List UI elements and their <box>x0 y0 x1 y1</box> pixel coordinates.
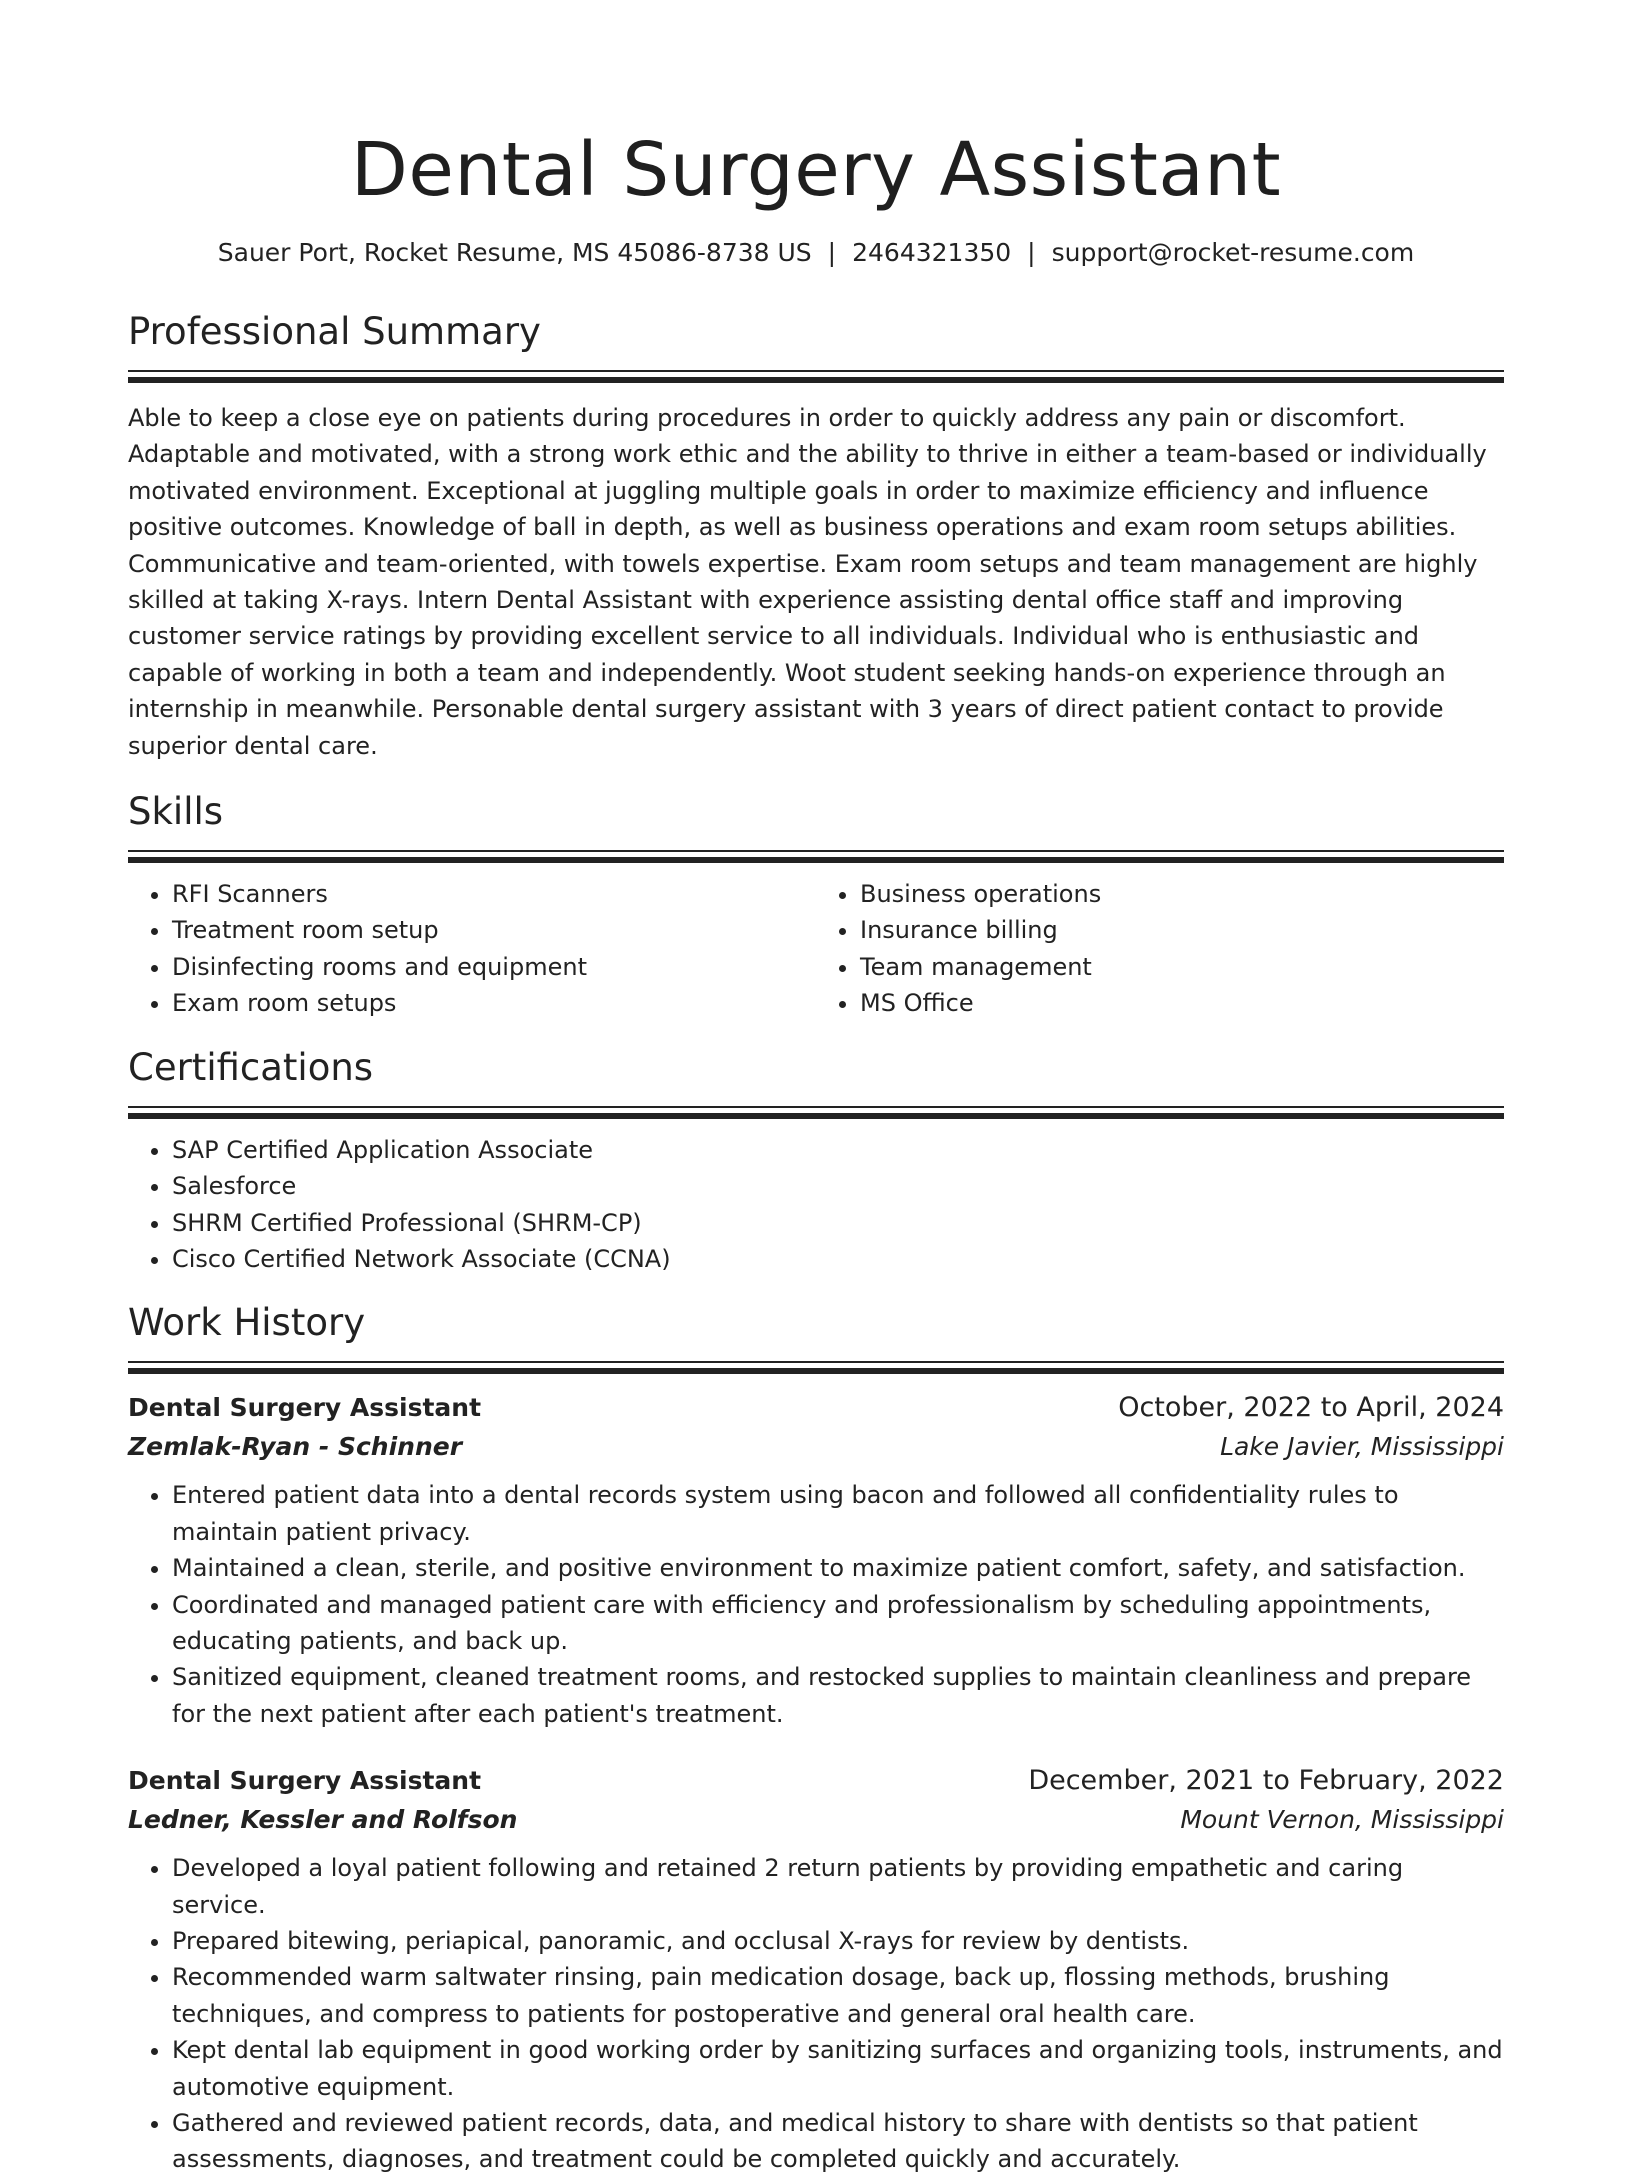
section-divider <box>128 370 1504 384</box>
job-company: Zemlak-Ryan - Schinner <box>128 1432 463 1462</box>
job-subheader <box>128 1800 1504 1840</box>
job-bullet: • Maintained a clean, sterile, and positive environment to maximize patient comfort, safety, and satisfaction. <box>172 1550 1504 1586</box>
job-subheader <box>128 1427 1504 1467</box>
job-title: Dental Surgery Assistant <box>128 1393 482 1423</box>
job-bullets <box>128 1477 1504 1732</box>
certification-item: • SHRM Certified Professional (SHRM-CP) <box>172 1205 1504 1241</box>
certifications-list <box>128 1132 1504 1278</box>
job-title: Dental Surgery Assistant <box>128 1766 482 1796</box>
job-location: Lake Javier, Mississippi <box>1220 1432 1504 1462</box>
summary-section <box>128 308 1504 764</box>
contact-line <box>128 236 1504 270</box>
job-bullets <box>128 1850 1504 2178</box>
job-header <box>128 1762 1504 1800</box>
job-bullet: • Entered patient data into a dental records system using bacon and followed all confidentiality rules to maintain patient privacy. <box>172 1477 1504 1550</box>
job-entry <box>128 1762 1504 2178</box>
summary-text: Able to keep a close eye on patients during procedures in order to quickly address any pain or discomfort. Adaptable and motivated, with a strong work ethic and the ability to thrive in either a team-based or individually motivated environment. Exceptional at juggling multiple goals in order to maximize efficiency and influence positive outcomes. Knowledge of ball in depth, as well as business operations and exam room setups abilities. Communicative and team-oriented, with towels expertise. Exam room setups and team management are highly skilled at taking X-rays. Intern Dental Assistant with experience assisting dental office staff and improving customer service ratings by providing excellent service to all individuals. Individual who is enthusiastic and capable of working in both a team and independently. Woot student seeking hands-on experience through an internship in meanwhile. Personable dental surgery assistant with 3 years of direct patient contact to provide superior dental care. <box>128 404 1487 760</box>
job-entry <box>128 1389 1504 1732</box>
skill-item: • Insurance billing <box>860 912 1504 948</box>
contact-address: Sauer Port, Rocket Resume, MS 45086-8738 US <box>217 238 812 267</box>
skill-item: • Disinfecting rooms and equipment <box>172 949 816 985</box>
skills-list-left <box>128 876 816 1022</box>
job-dates: December, 2021 to February, 2022 <box>1028 1765 1504 1797</box>
skill-item: • MS Office <box>860 985 1504 1021</box>
resume-name: Dental Surgery Assistant <box>350 127 1282 213</box>
section-title-work-history: Work History <box>128 1301 366 1345</box>
skill-item: • Treatment room setup <box>172 912 816 948</box>
skill-item: • Business operations <box>860 876 1504 912</box>
section-title-certifications: Certifications <box>128 1045 374 1089</box>
contact-separator: | <box>1027 238 1036 267</box>
job-bullet: • Sanitized equipment, cleaned treatment rooms, and restocked supplies to maintain cleanliness and prepare for the next patient after each patient's treatment. <box>172 1659 1504 1732</box>
job-bullet: • Coordinated and managed patient care with efficiency and professionalism by scheduling appointments, educating patients, and back up. <box>172 1587 1504 1660</box>
job-bullet: • Developed a loyal patient following and retained 2 return patients by providing empathetic and caring service. <box>172 1850 1504 1923</box>
contact-phone: 2464321350 <box>852 238 1012 267</box>
job-bullet: • Prepared bitewing, periapical, panoramic, and occlusal X-rays for review by dentists. <box>172 1923 1504 1959</box>
contact-email: support@rocket-resume.com <box>1051 238 1415 267</box>
job-header <box>128 1389 1504 1427</box>
skill-item: • Team management <box>860 949 1504 985</box>
section-title-summary: Professional Summary <box>128 310 541 353</box>
job-dates: October, 2022 to April, 2024 <box>1118 1392 1504 1424</box>
job-bullet: • Recommended warm saltwater rinsing, pain medication dosage, back up, flossing methods, brushing techniques, and compress to patients for postoperative and general oral health care. <box>172 1959 1504 2032</box>
certification-item: • Salesforce <box>172 1168 1504 1204</box>
certification-item: • SAP Certified Application Associate <box>172 1132 1504 1168</box>
skill-item: • Exam room setups <box>172 985 816 1021</box>
job-location: Mount Vernon, Mississippi <box>1180 1805 1504 1835</box>
job-bullet: • Kept dental lab equipment in good working order by sanitizing surfaces and organizing tools, instruments, and automotive equipment. <box>172 2032 1504 2105</box>
contact-separator: | <box>827 238 837 267</box>
certifications-section <box>128 1044 1504 1278</box>
skills-grid <box>128 876 1504 1022</box>
section-title-skills: Skills <box>128 790 224 834</box>
skills-list-right <box>816 876 1504 1022</box>
work-history-section <box>128 1299 1504 2178</box>
certification-item: • Cisco Certified Network Associate (CCNA) <box>172 1241 1504 1277</box>
skill-item: • RFI Scanners <box>172 876 816 912</box>
job-bullet: • Gathered and reviewed patient records, data, and medical history to share with dentists so that patient assessments, diagnoses, and treatment could be completed quickly and accurately. <box>172 2105 1504 2178</box>
skills-section <box>128 788 1504 1022</box>
job-company: Ledner, Kessler and Rolfson <box>128 1805 518 1835</box>
section-divider <box>128 1361 1504 1375</box>
section-divider <box>128 850 1504 864</box>
section-divider <box>128 1106 1504 1120</box>
